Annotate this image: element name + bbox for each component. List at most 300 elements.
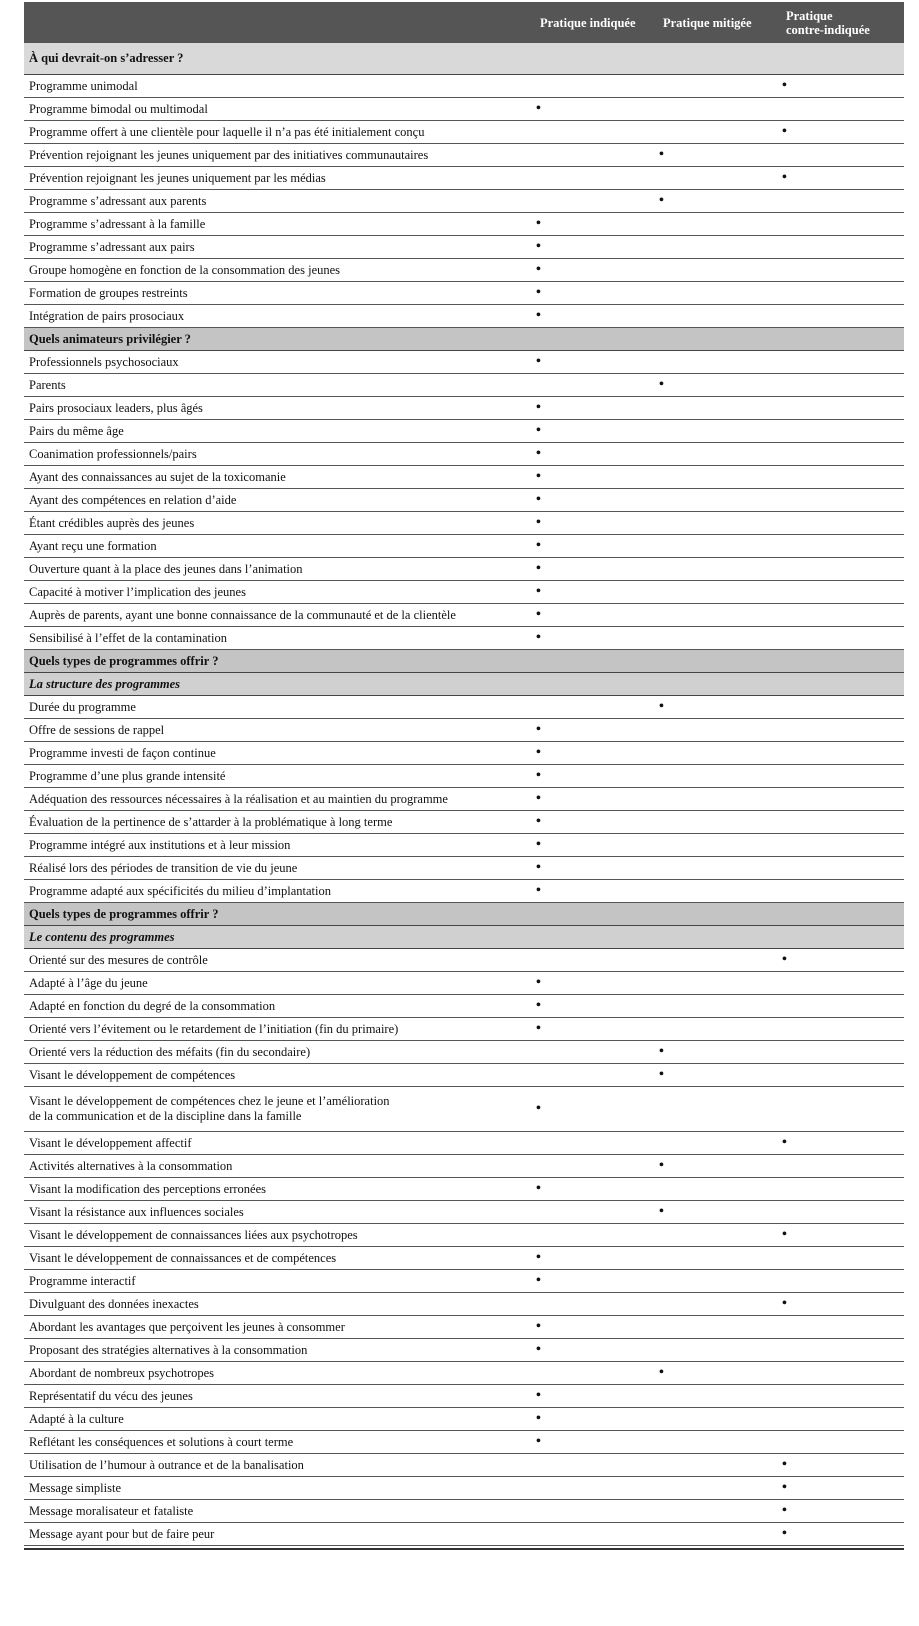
table-row: [24, 1316, 904, 1339]
row-label: Visant le développement de compétences: [24, 1064, 534, 1087]
row-label: Adapté en fonction du degré de la consommation: [24, 995, 534, 1018]
mitigated-mark: •: [657, 1041, 780, 1064]
indicated-mark: [534, 190, 657, 213]
table-row: [24, 443, 904, 466]
contraindicated-mark: [780, 236, 904, 259]
indicated-mark: •: [534, 1431, 657, 1454]
section-title: Quels types de programmes offrir ?: [24, 903, 904, 926]
header-contra-line2: contre-indiquée: [786, 22, 870, 37]
contraindicated-mark: [780, 811, 904, 834]
contraindicated-mark: •: [780, 1132, 904, 1155]
contraindicated-mark: [780, 1431, 904, 1454]
row-label: Adapté à l’âge du jeune: [24, 972, 534, 995]
mitigated-mark: [657, 1500, 780, 1523]
contraindicated-mark: •: [780, 949, 904, 972]
row-label: Reflétant les conséquences et solutions à court terme: [24, 1431, 534, 1454]
contraindicated-mark: •: [780, 1500, 904, 1523]
contraindicated-mark: [780, 995, 904, 1018]
header-label-cell: [24, 2, 534, 43]
indicated-mark: [534, 1500, 657, 1523]
contraindicated-mark: [780, 144, 904, 167]
mitigated-mark: •: [657, 1362, 780, 1385]
indicated-mark: •: [534, 351, 657, 374]
table-row: [24, 880, 904, 903]
indicated-mark: •: [534, 1247, 657, 1270]
mitigated-mark: [657, 1224, 780, 1247]
table-row: [24, 121, 904, 144]
table-row: [24, 167, 904, 190]
row-label: Programme offert à une clientèle pour laquelle il n’a pas été initialement conçu: [24, 121, 534, 144]
mitigated-mark: [657, 1178, 780, 1201]
mitigated-mark: [657, 972, 780, 995]
contraindicated-mark: •: [780, 1523, 904, 1546]
row-label: Message moralisateur et fataliste: [24, 1500, 534, 1523]
table-row: [24, 1454, 904, 1477]
mitigated-mark: [657, 213, 780, 236]
mitigated-mark: [657, 1018, 780, 1041]
indicated-mark: [534, 167, 657, 190]
mitigated-mark: •: [657, 374, 780, 397]
indicated-mark: [534, 1064, 657, 1087]
mitigated-mark: [657, 259, 780, 282]
section-subtitle: La structure des programmes: [24, 673, 904, 696]
mitigated-mark: [657, 604, 780, 627]
indicated-mark: •: [534, 259, 657, 282]
table-row: [24, 696, 904, 719]
row-label: Adapté à la culture: [24, 1408, 534, 1431]
table-row: [24, 604, 904, 627]
table-bottom-rule: [24, 1548, 904, 1550]
indicated-mark: [534, 949, 657, 972]
table-row: [24, 236, 904, 259]
contraindicated-mark: [780, 1087, 904, 1132]
section-header-row: [24, 650, 904, 673]
mitigated-mark: [657, 558, 780, 581]
table-row: [24, 1431, 904, 1454]
table-row: [24, 1178, 904, 1201]
contraindicated-mark: [780, 489, 904, 512]
indicated-mark: [534, 1132, 657, 1155]
row-label: Abordant de nombreux psychotropes: [24, 1362, 534, 1385]
section-subtitle-row: [24, 673, 904, 696]
mitigated-mark: [657, 98, 780, 121]
mitigated-mark: [657, 811, 780, 834]
row-label: Utilisation de l’humour à outrance et de la banalisation: [24, 1454, 534, 1477]
mitigated-mark: [657, 443, 780, 466]
contraindicated-mark: [780, 351, 904, 374]
contraindicated-mark: [780, 535, 904, 558]
mitigated-mark: [657, 397, 780, 420]
table-row: [24, 374, 904, 397]
table-row: [24, 995, 904, 1018]
contraindicated-mark: •: [780, 75, 904, 98]
contraindicated-mark: [780, 213, 904, 236]
table-row: [24, 1408, 904, 1431]
indicated-mark: •: [534, 1087, 657, 1132]
indicated-mark: •: [534, 788, 657, 811]
contraindicated-mark: [780, 834, 904, 857]
contraindicated-mark: •: [780, 167, 904, 190]
table-row: [24, 972, 904, 995]
contraindicated-mark: [780, 1362, 904, 1385]
contraindicated-mark: [780, 1178, 904, 1201]
contraindicated-mark: [780, 627, 904, 650]
table-row: [24, 512, 904, 535]
table-row: [24, 305, 904, 328]
mitigated-mark: [657, 949, 780, 972]
row-label: Ayant des compétences en relation d’aide: [24, 489, 534, 512]
mitigated-mark: [657, 742, 780, 765]
row-label: Sensibilisé à l’effet de la contamination: [24, 627, 534, 650]
contraindicated-mark: [780, 1041, 904, 1064]
contraindicated-mark: [780, 742, 904, 765]
table-row: [24, 581, 904, 604]
section-title: Quels types de programmes offrir ?: [24, 650, 904, 673]
row-label: Orienté vers la réduction des méfaits (fin du secondaire): [24, 1041, 534, 1064]
table-row: [24, 765, 904, 788]
contraindicated-mark: [780, 857, 904, 880]
table-row: [24, 558, 904, 581]
contraindicated-mark: [780, 98, 904, 121]
contraindicated-mark: [780, 880, 904, 903]
indicated-mark: •: [534, 1385, 657, 1408]
table-row: [24, 1362, 904, 1385]
table-row: [24, 1247, 904, 1270]
indicated-mark: [534, 1293, 657, 1316]
table-row: [24, 259, 904, 282]
contraindicated-mark: [780, 1155, 904, 1178]
mitigated-mark: •: [657, 144, 780, 167]
row-label: Divulguant des données inexactes: [24, 1293, 534, 1316]
indicated-mark: •: [534, 397, 657, 420]
table-row: [24, 1500, 904, 1523]
indicated-mark: •: [534, 512, 657, 535]
mitigated-mark: [657, 1385, 780, 1408]
row-label: Visant la résistance aux influences sociales: [24, 1201, 534, 1224]
indicated-mark: •: [534, 719, 657, 742]
row-label: Pairs du même âge: [24, 420, 534, 443]
section-header-row: [24, 328, 904, 351]
mitigated-mark: [657, 1270, 780, 1293]
table-row: [24, 811, 904, 834]
row-label: Visant la modification des perceptions erronées: [24, 1178, 534, 1201]
row-label: Programme s’adressant aux parents: [24, 190, 534, 213]
contraindicated-mark: [780, 1385, 904, 1408]
mitigated-mark: [657, 512, 780, 535]
row-label: Groupe homogène en fonction de la consommation des jeunes: [24, 259, 534, 282]
indicated-mark: •: [534, 834, 657, 857]
row-label: Programme intégré aux institutions et à leur mission: [24, 834, 534, 857]
table-row: [24, 1018, 904, 1041]
mitigated-mark: [657, 466, 780, 489]
mitigated-mark: [657, 167, 780, 190]
mitigated-mark: [657, 282, 780, 305]
indicated-mark: •: [534, 98, 657, 121]
practice-table: [24, 2, 904, 1546]
table-body: [24, 43, 904, 1546]
row-label: Proposant des stratégies alternatives à la consommation: [24, 1339, 534, 1362]
row-label: Programme bimodal ou multimodal: [24, 98, 534, 121]
table-row: [24, 489, 904, 512]
table-row: [24, 1064, 904, 1087]
indicated-mark: •: [534, 604, 657, 627]
contraindicated-mark: [780, 765, 904, 788]
mitigated-mark: •: [657, 190, 780, 213]
table-header: [24, 2, 904, 43]
table-row: [24, 144, 904, 167]
indicated-mark: •: [534, 236, 657, 259]
mitigated-mark: [657, 489, 780, 512]
table-row: [24, 1155, 904, 1178]
mitigated-mark: [657, 351, 780, 374]
row-label: Activités alternatives à la consommation: [24, 1155, 534, 1178]
contraindicated-mark: [780, 1339, 904, 1362]
mitigated-mark: •: [657, 696, 780, 719]
indicated-mark: •: [534, 1018, 657, 1041]
row-label: Message ayant pour but de faire peur: [24, 1523, 534, 1546]
table-row: [24, 1132, 904, 1155]
table-row: [24, 857, 904, 880]
row-label: Ayant reçu une formation: [24, 535, 534, 558]
section-subtitle-row: [24, 926, 904, 949]
indicated-mark: •: [534, 742, 657, 765]
indicated-mark: •: [534, 765, 657, 788]
row-label: Professionnels psychosociaux: [24, 351, 534, 374]
table-row: [24, 1224, 904, 1247]
row-label: Évaluation de la pertinence de s’attarder à la problématique à long terme: [24, 811, 534, 834]
indicated-mark: [534, 1523, 657, 1546]
mitigated-mark: [657, 236, 780, 259]
indicated-mark: •: [534, 627, 657, 650]
header-mitigated: Pratique mitigée: [657, 2, 780, 43]
mitigated-mark: [657, 1454, 780, 1477]
table-row: [24, 1523, 904, 1546]
contraindicated-mark: [780, 581, 904, 604]
mitigated-mark: [657, 1431, 780, 1454]
table-row: [24, 98, 904, 121]
contraindicated-mark: [780, 512, 904, 535]
table-row: [24, 949, 904, 972]
table-row: [24, 1041, 904, 1064]
indicated-mark: [534, 1224, 657, 1247]
contraindicated-mark: [780, 719, 904, 742]
row-label: Visant le développement de connaissances liées aux psychotropes: [24, 1224, 534, 1247]
mitigated-mark: [657, 1316, 780, 1339]
indicated-mark: •: [534, 535, 657, 558]
row-label: Visant le développement de connaissances et de compétences: [24, 1247, 534, 1270]
mitigated-mark: [657, 834, 780, 857]
header-row: [24, 2, 904, 43]
mitigated-mark: [657, 627, 780, 650]
indicated-mark: •: [534, 466, 657, 489]
contraindicated-mark: [780, 788, 904, 811]
header-contra-line1: Pratique: [786, 8, 833, 23]
contraindicated-mark: [780, 1270, 904, 1293]
mitigated-mark: [657, 1087, 780, 1132]
row-label: Ouverture quant à la place des jeunes dans l’animation: [24, 558, 534, 581]
row-label: Représentatif du vécu des jeunes: [24, 1385, 534, 1408]
indicated-mark: •: [534, 443, 657, 466]
contraindicated-mark: •: [780, 1293, 904, 1316]
row-label: Adéquation des ressources nécessaires à la réalisation et au maintien du programme: [24, 788, 534, 811]
mitigated-mark: [657, 420, 780, 443]
row-label: Durée du programme: [24, 696, 534, 719]
indicated-mark: •: [534, 857, 657, 880]
section-subtitle: Le contenu des programmes: [24, 926, 904, 949]
indicated-mark: •: [534, 972, 657, 995]
table-row: [24, 213, 904, 236]
indicated-mark: •: [534, 1316, 657, 1339]
table-row: [24, 1270, 904, 1293]
practice-table-container: [24, 2, 904, 1546]
indicated-mark: •: [534, 1408, 657, 1431]
mitigated-mark: [657, 1247, 780, 1270]
contraindicated-mark: •: [780, 1224, 904, 1247]
header-contraindicated: [780, 2, 904, 43]
mitigated-mark: [657, 880, 780, 903]
row-label: Visant le développement affectif: [24, 1132, 534, 1155]
row-label: Coanimation professionnels/pairs: [24, 443, 534, 466]
indicated-mark: [534, 144, 657, 167]
contraindicated-mark: [780, 443, 904, 466]
row-label: Programme s’adressant à la famille: [24, 213, 534, 236]
indicated-mark: [534, 1477, 657, 1500]
table-row: [24, 1087, 904, 1132]
indicated-mark: [534, 1201, 657, 1224]
contraindicated-mark: [780, 397, 904, 420]
table-row: [24, 742, 904, 765]
mitigated-mark: [657, 719, 780, 742]
section-title: À qui devrait-on s’adresser ?: [24, 43, 904, 75]
contraindicated-mark: [780, 604, 904, 627]
row-label: Ayant des connaissances au sujet de la toxicomanie: [24, 466, 534, 489]
table-row: [24, 397, 904, 420]
mitigated-mark: [657, 857, 780, 880]
row-label: Programme interactif: [24, 1270, 534, 1293]
row-label: Capacité à motiver l’implication des jeunes: [24, 581, 534, 604]
mitigated-mark: [657, 765, 780, 788]
mitigated-mark: [657, 121, 780, 144]
row-label: Programme adapté aux spécificités du milieu d’implantation: [24, 880, 534, 903]
contraindicated-mark: [780, 259, 904, 282]
row-label: Pairs prosociaux leaders, plus âgés: [24, 397, 534, 420]
contraindicated-mark: •: [780, 1477, 904, 1500]
indicated-mark: •: [534, 1178, 657, 1201]
row-label: Abordant les avantages que perçoivent les jeunes à consommer: [24, 1316, 534, 1339]
indicated-mark: •: [534, 213, 657, 236]
table-row: [24, 834, 904, 857]
mitigated-mark: [657, 581, 780, 604]
row-label: Prévention rejoignant les jeunes uniquement par les médias: [24, 167, 534, 190]
table-row: [24, 1201, 904, 1224]
indicated-mark: •: [534, 581, 657, 604]
row-label: Formation de groupes restreints: [24, 282, 534, 305]
indicated-mark: •: [534, 489, 657, 512]
row-label: Programme unimodal: [24, 75, 534, 98]
mitigated-mark: [657, 1339, 780, 1362]
contraindicated-mark: [780, 1064, 904, 1087]
row-label: Auprès de parents, ayant une bonne connaissance de la communauté et de la clientèle: [24, 604, 534, 627]
mitigated-mark: [657, 995, 780, 1018]
indicated-mark: [534, 1454, 657, 1477]
table-row: [24, 190, 904, 213]
section-header-row: [24, 43, 904, 75]
table-row: [24, 1385, 904, 1408]
header-indicated: Pratique indiquée: [534, 2, 657, 43]
mitigated-mark: [657, 1523, 780, 1546]
indicated-mark: [534, 374, 657, 397]
mitigated-mark: [657, 1132, 780, 1155]
contraindicated-mark: [780, 558, 904, 581]
row-label: Orienté sur des mesures de contrôle: [24, 949, 534, 972]
table-row: [24, 351, 904, 374]
indicated-mark: •: [534, 282, 657, 305]
indicated-mark: •: [534, 1270, 657, 1293]
contraindicated-mark: [780, 466, 904, 489]
row-label: Offre de sessions de rappel: [24, 719, 534, 742]
mitigated-mark: •: [657, 1201, 780, 1224]
mitigated-mark: [657, 788, 780, 811]
mitigated-mark: •: [657, 1155, 780, 1178]
indicated-mark: [534, 1041, 657, 1064]
row-label: Prévention rejoignant les jeunes uniquement par des initiatives communautaires: [24, 144, 534, 167]
mitigated-mark: •: [657, 1064, 780, 1087]
row-label: Programme investi de façon continue: [24, 742, 534, 765]
contraindicated-mark: [780, 1247, 904, 1270]
indicated-mark: •: [534, 558, 657, 581]
row-label: Intégration de pairs prosociaux: [24, 305, 534, 328]
contraindicated-mark: [780, 1316, 904, 1339]
indicated-mark: [534, 696, 657, 719]
table-row: [24, 535, 904, 558]
indicated-mark: •: [534, 880, 657, 903]
indicated-mark: •: [534, 811, 657, 834]
table-row: [24, 788, 904, 811]
mitigated-mark: [657, 1293, 780, 1316]
row-label: Orienté vers l’évitement ou le retardement de l’initiation (fin du primaire): [24, 1018, 534, 1041]
table-row: [24, 719, 904, 742]
row-label: Programme s’adressant aux pairs: [24, 236, 534, 259]
mitigated-mark: [657, 535, 780, 558]
section-title: Quels animateurs privilégier ?: [24, 328, 904, 351]
table-row: [24, 1477, 904, 1500]
indicated-mark: •: [534, 995, 657, 1018]
contraindicated-mark: [780, 696, 904, 719]
contraindicated-mark: •: [780, 121, 904, 144]
mitigated-mark: [657, 1408, 780, 1431]
indicated-mark: [534, 121, 657, 144]
contraindicated-mark: [780, 420, 904, 443]
row-label: Visant le développement de compétences chez le jeune et l’amélioration de la communication et de la discipline dans la famille: [24, 1087, 534, 1132]
indicated-mark: •: [534, 305, 657, 328]
row-label: Parents: [24, 374, 534, 397]
table-row: [24, 1339, 904, 1362]
row-label: Réalisé lors des périodes de transition de vie du jeune: [24, 857, 534, 880]
indicated-mark: [534, 1362, 657, 1385]
contraindicated-mark: [780, 972, 904, 995]
mitigated-mark: [657, 75, 780, 98]
contraindicated-mark: [780, 190, 904, 213]
contraindicated-mark: [780, 374, 904, 397]
row-label: Étant crédibles auprès des jeunes: [24, 512, 534, 535]
row-label: Programme d’une plus grande intensité: [24, 765, 534, 788]
contraindicated-mark: [780, 1408, 904, 1431]
contraindicated-mark: [780, 1201, 904, 1224]
mitigated-mark: [657, 1477, 780, 1500]
contraindicated-mark: [780, 1018, 904, 1041]
indicated-mark: [534, 75, 657, 98]
indicated-mark: •: [534, 420, 657, 443]
